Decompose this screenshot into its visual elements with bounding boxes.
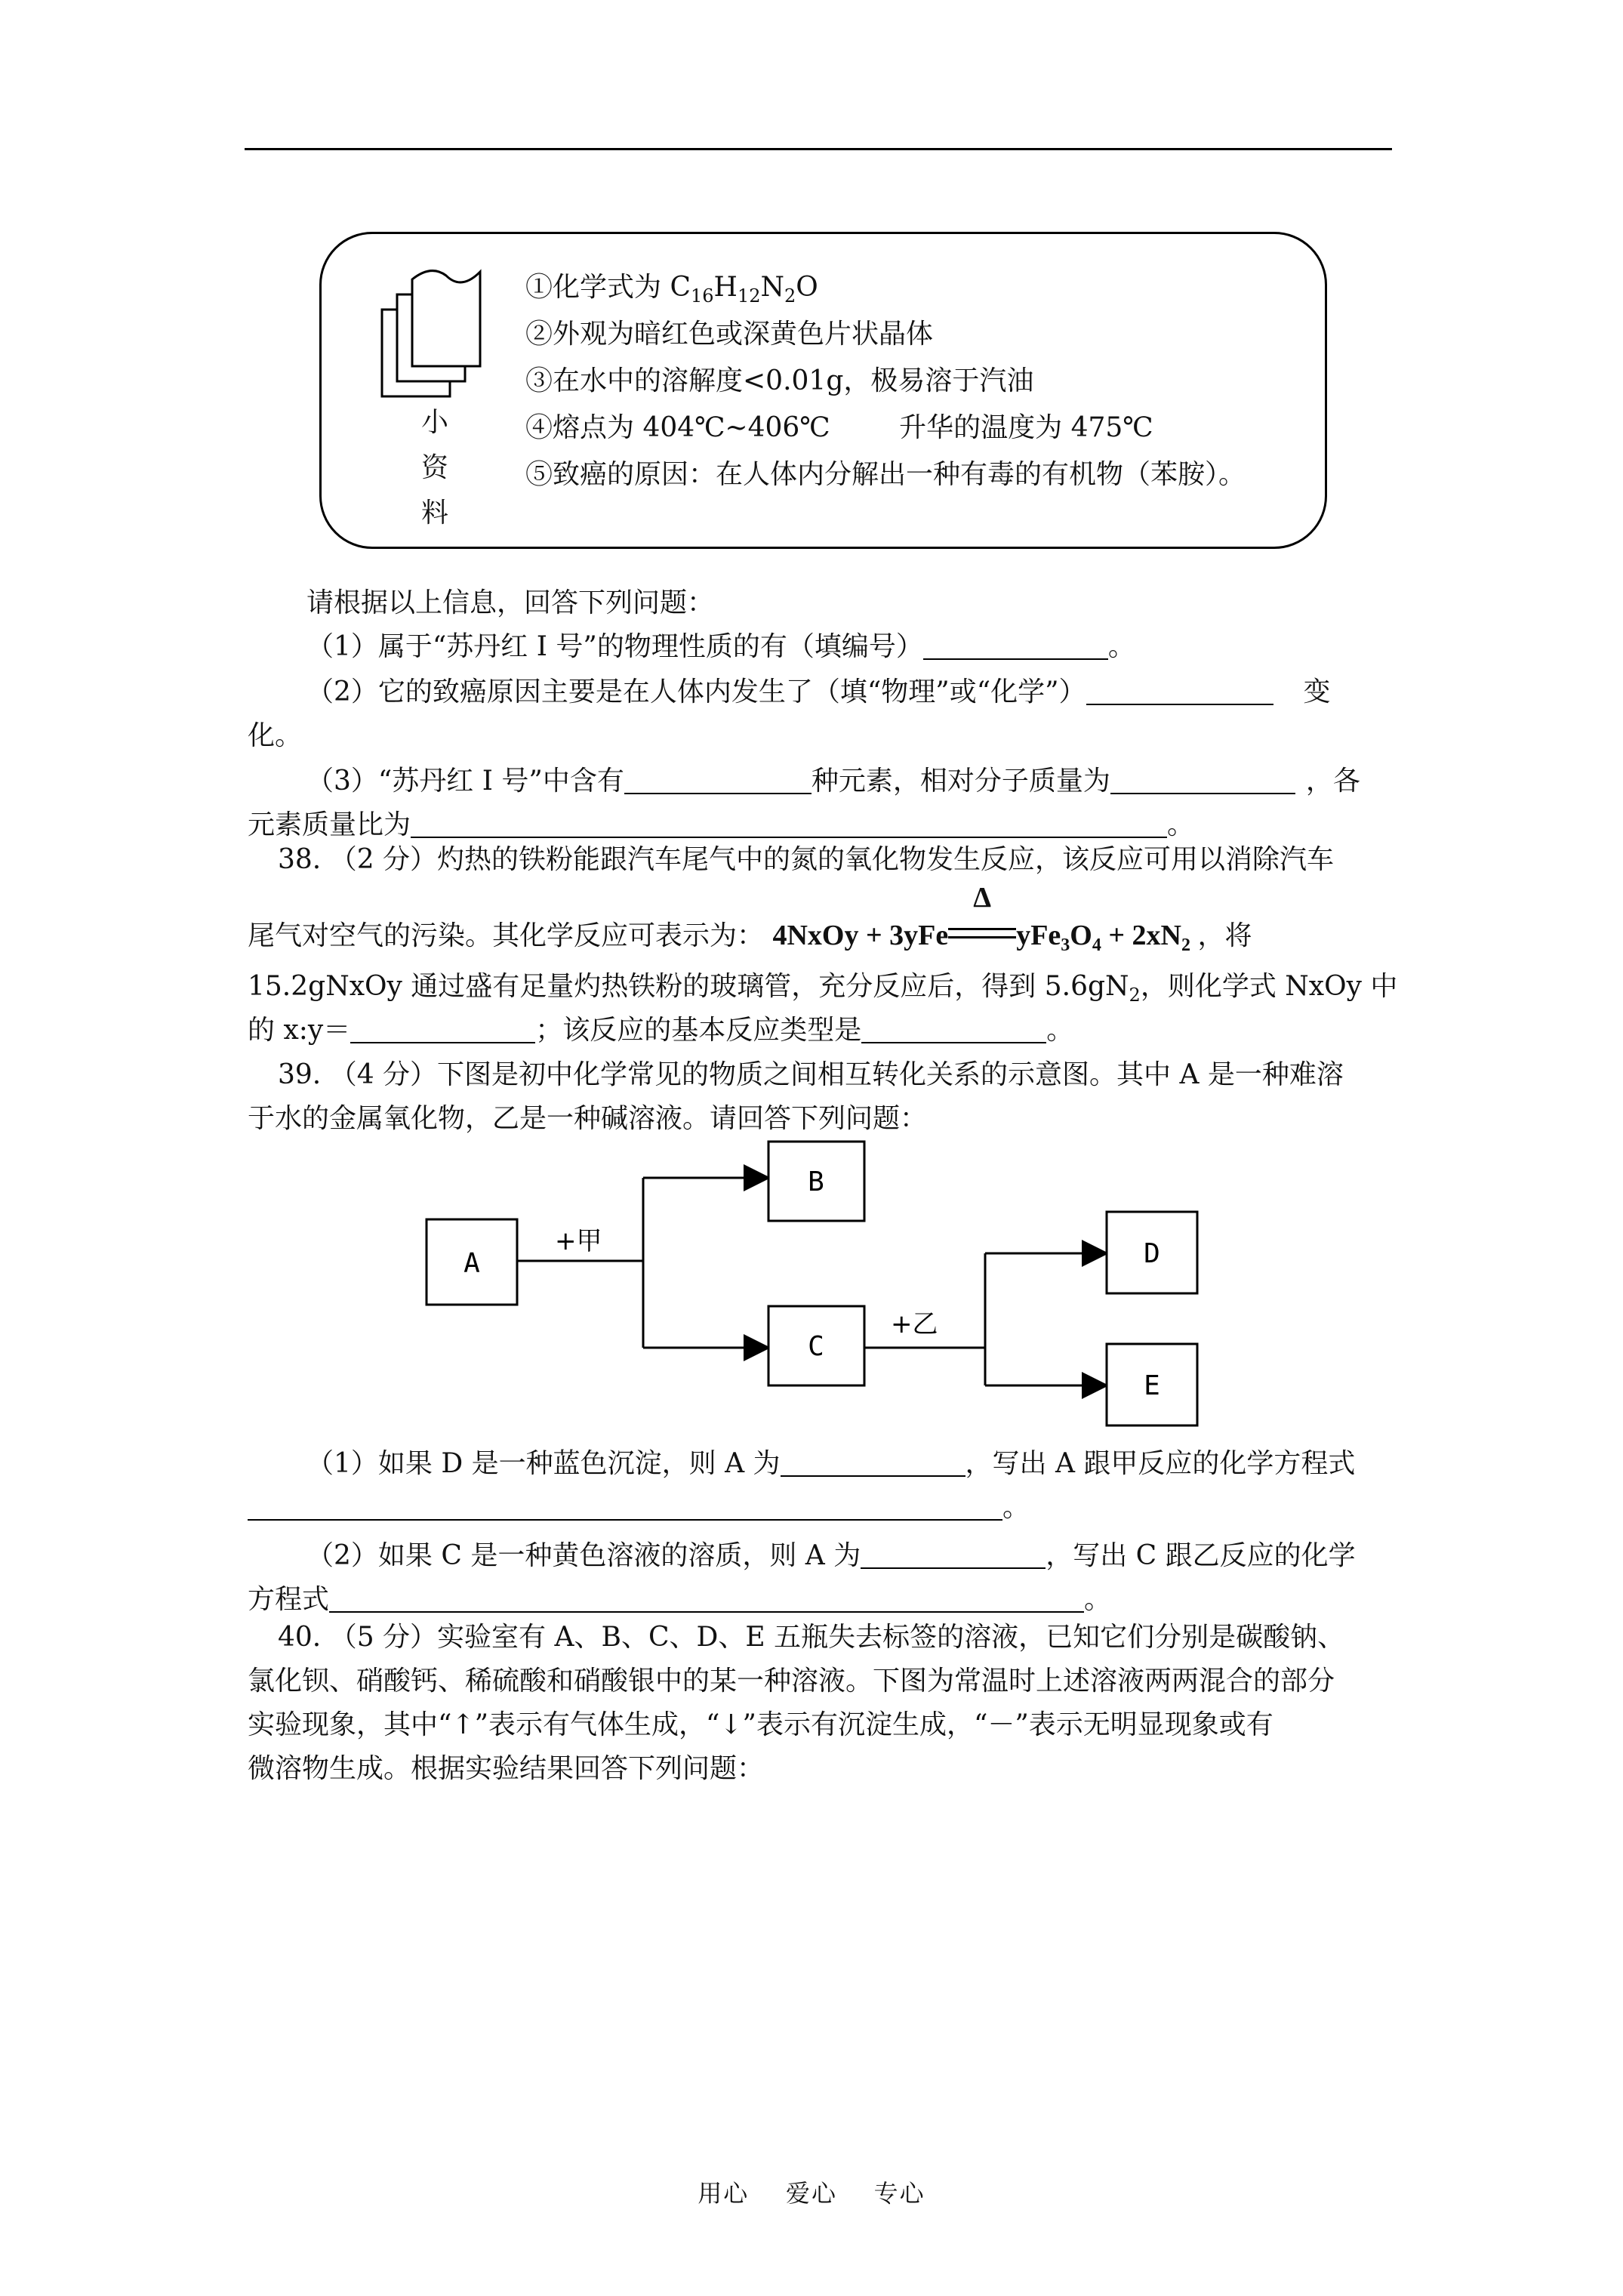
box-e-label: E <box>1144 1370 1160 1401</box>
heat-arrow: Δ <box>948 914 1016 957</box>
q39-line2: 于水的金属氧化物，乙是一种碱溶液。请回答下列问题： <box>248 1103 928 1134</box>
q39-part2: （2）如果 C 是一种黄色溶液的溶质，则 A 为 ，写出 C 跟乙反应的化学 <box>248 1534 1451 1578</box>
reaction-flow-diagram <box>423 1140 1208 1427</box>
answer-blank[interactable] <box>350 1012 535 1043</box>
q37-intro: 请根据以上信息，回答下列问题： <box>306 587 715 618</box>
label-jia: +甲 <box>555 1226 602 1256</box>
document-stack-icon <box>374 264 495 400</box>
q38-line3: 15.2gNxOy 通过盛有足量灼热铁粉的玻璃管，充分反应后，得到 $5.6gN_2$，则化学式 NxOy 中 <box>248 971 1398 1006</box>
q40-line3: 实验现象，其中“↑”表示有气体生成，“↓”表示有沉淀生成，“－”表示无明显现象或有 <box>248 1709 1273 1740</box>
q39-part1: （1）如果 D 是一种蓝色沉淀，则 A 为 ，写出 A 跟甲反应的化学方程式 <box>248 1442 1451 1486</box>
answer-blank[interactable] <box>1110 763 1295 794</box>
side-label-char: 小 <box>420 407 448 438</box>
info-item: ④熔点为 404℃~406℃ 升华的温度为 475℃ <box>525 412 1153 443</box>
box-c-label: C <box>808 1331 824 1362</box>
answer-blank[interactable] <box>923 628 1108 660</box>
chemical-equation: 4NxOy + 3yFe Δ $yFe_3O_4 + 2xN_2$ <box>772 920 1197 951</box>
answer-blank[interactable] <box>411 806 1167 838</box>
box-b-label: B <box>808 1166 824 1197</box>
q37-part3: （3）“苏丹红 I 号”中含有 种元素，相对分子质量为 ，各 <box>248 760 1451 803</box>
answer-blank[interactable] <box>861 1012 1046 1043</box>
info-list <box>525 264 1246 498</box>
q39-line1: 39. （4 分）下图是初中化学常见的物质之间相互转化关系的示意图。其中 A 是一种难溶 <box>278 1059 1344 1090</box>
box-a-label: A <box>463 1248 480 1279</box>
answer-blank[interactable] <box>248 1489 1002 1521</box>
q38-line4: 的 x:y＝ ；该反应的基本反应类型是 。 <box>248 1009 1392 1052</box>
q40-line4: 微溶物生成。根据实验结果回答下列问题： <box>248 1753 765 1784</box>
info-item: ②外观为暗红色或深黄色片状晶体 <box>525 319 934 350</box>
q40-line2: 氯化钡、硝酸钙、稀硫酸和硝酸银中的某一种溶液。下图为常温时上述溶液两两混合的部分 <box>248 1666 1335 1697</box>
info-box <box>319 232 1327 549</box>
side-label-char: 料 <box>420 498 448 529</box>
q38-line2: 尾气对空气的污染。其化学反应可表示为： 4NxOy + 3yFe Δ $yFe_3O_4 + 2xN_2$ ，将 <box>248 914 1392 958</box>
info-item-formula: ①化学式为 $C_{16}H_{12}N_2O$ <box>525 272 818 307</box>
q37-part3-cont: 元素质量比为 。 <box>248 803 1392 847</box>
side-label-char: 资 <box>420 452 448 483</box>
q37-part1: （1）属于“苏丹红 I 号”的物理性质的有（填编号） 。 <box>248 625 1451 669</box>
answer-blank[interactable] <box>329 1581 1084 1613</box>
label-yi: +乙 <box>891 1309 938 1339</box>
page-footer: 用心 爱心 专心 <box>698 2179 925 2208</box>
side-label <box>412 400 457 536</box>
box-d-label: D <box>1144 1238 1160 1269</box>
answer-blank[interactable] <box>781 1445 965 1477</box>
q37-part2-cont: 化。 <box>248 720 303 751</box>
q40-line1: 40. （5 分）实验室有 A、B、C、D、E 五瓶失去标签的溶液，已知它们分别是碳酸钠、 <box>278 1622 1345 1653</box>
header-rule <box>245 148 1392 150</box>
q39-part1-cont: 。 <box>248 1486 1392 1530</box>
answer-blank[interactable] <box>1086 673 1273 705</box>
info-item: ③在水中的溶解度<0.01g，极易溶于汽油 <box>525 365 1034 396</box>
q38-line1: 38. （2 分）灼热的铁粉能跟汽车尾气中的氮的氧化物发生反应，该反应可用以消除汽车 <box>278 844 1335 875</box>
answer-blank[interactable] <box>624 763 812 794</box>
q37-part2: （2）它的致癌原因主要是在人体内发生了（填“物理”或“化学”） 变 <box>248 670 1451 714</box>
answer-blank[interactable] <box>861 1537 1046 1569</box>
q39-part2-cont: 方程式 。 <box>248 1578 1392 1622</box>
info-item: ⑤致癌的原因：在人体内分解出一种有毒的有机物（苯胺）。 <box>525 459 1246 490</box>
